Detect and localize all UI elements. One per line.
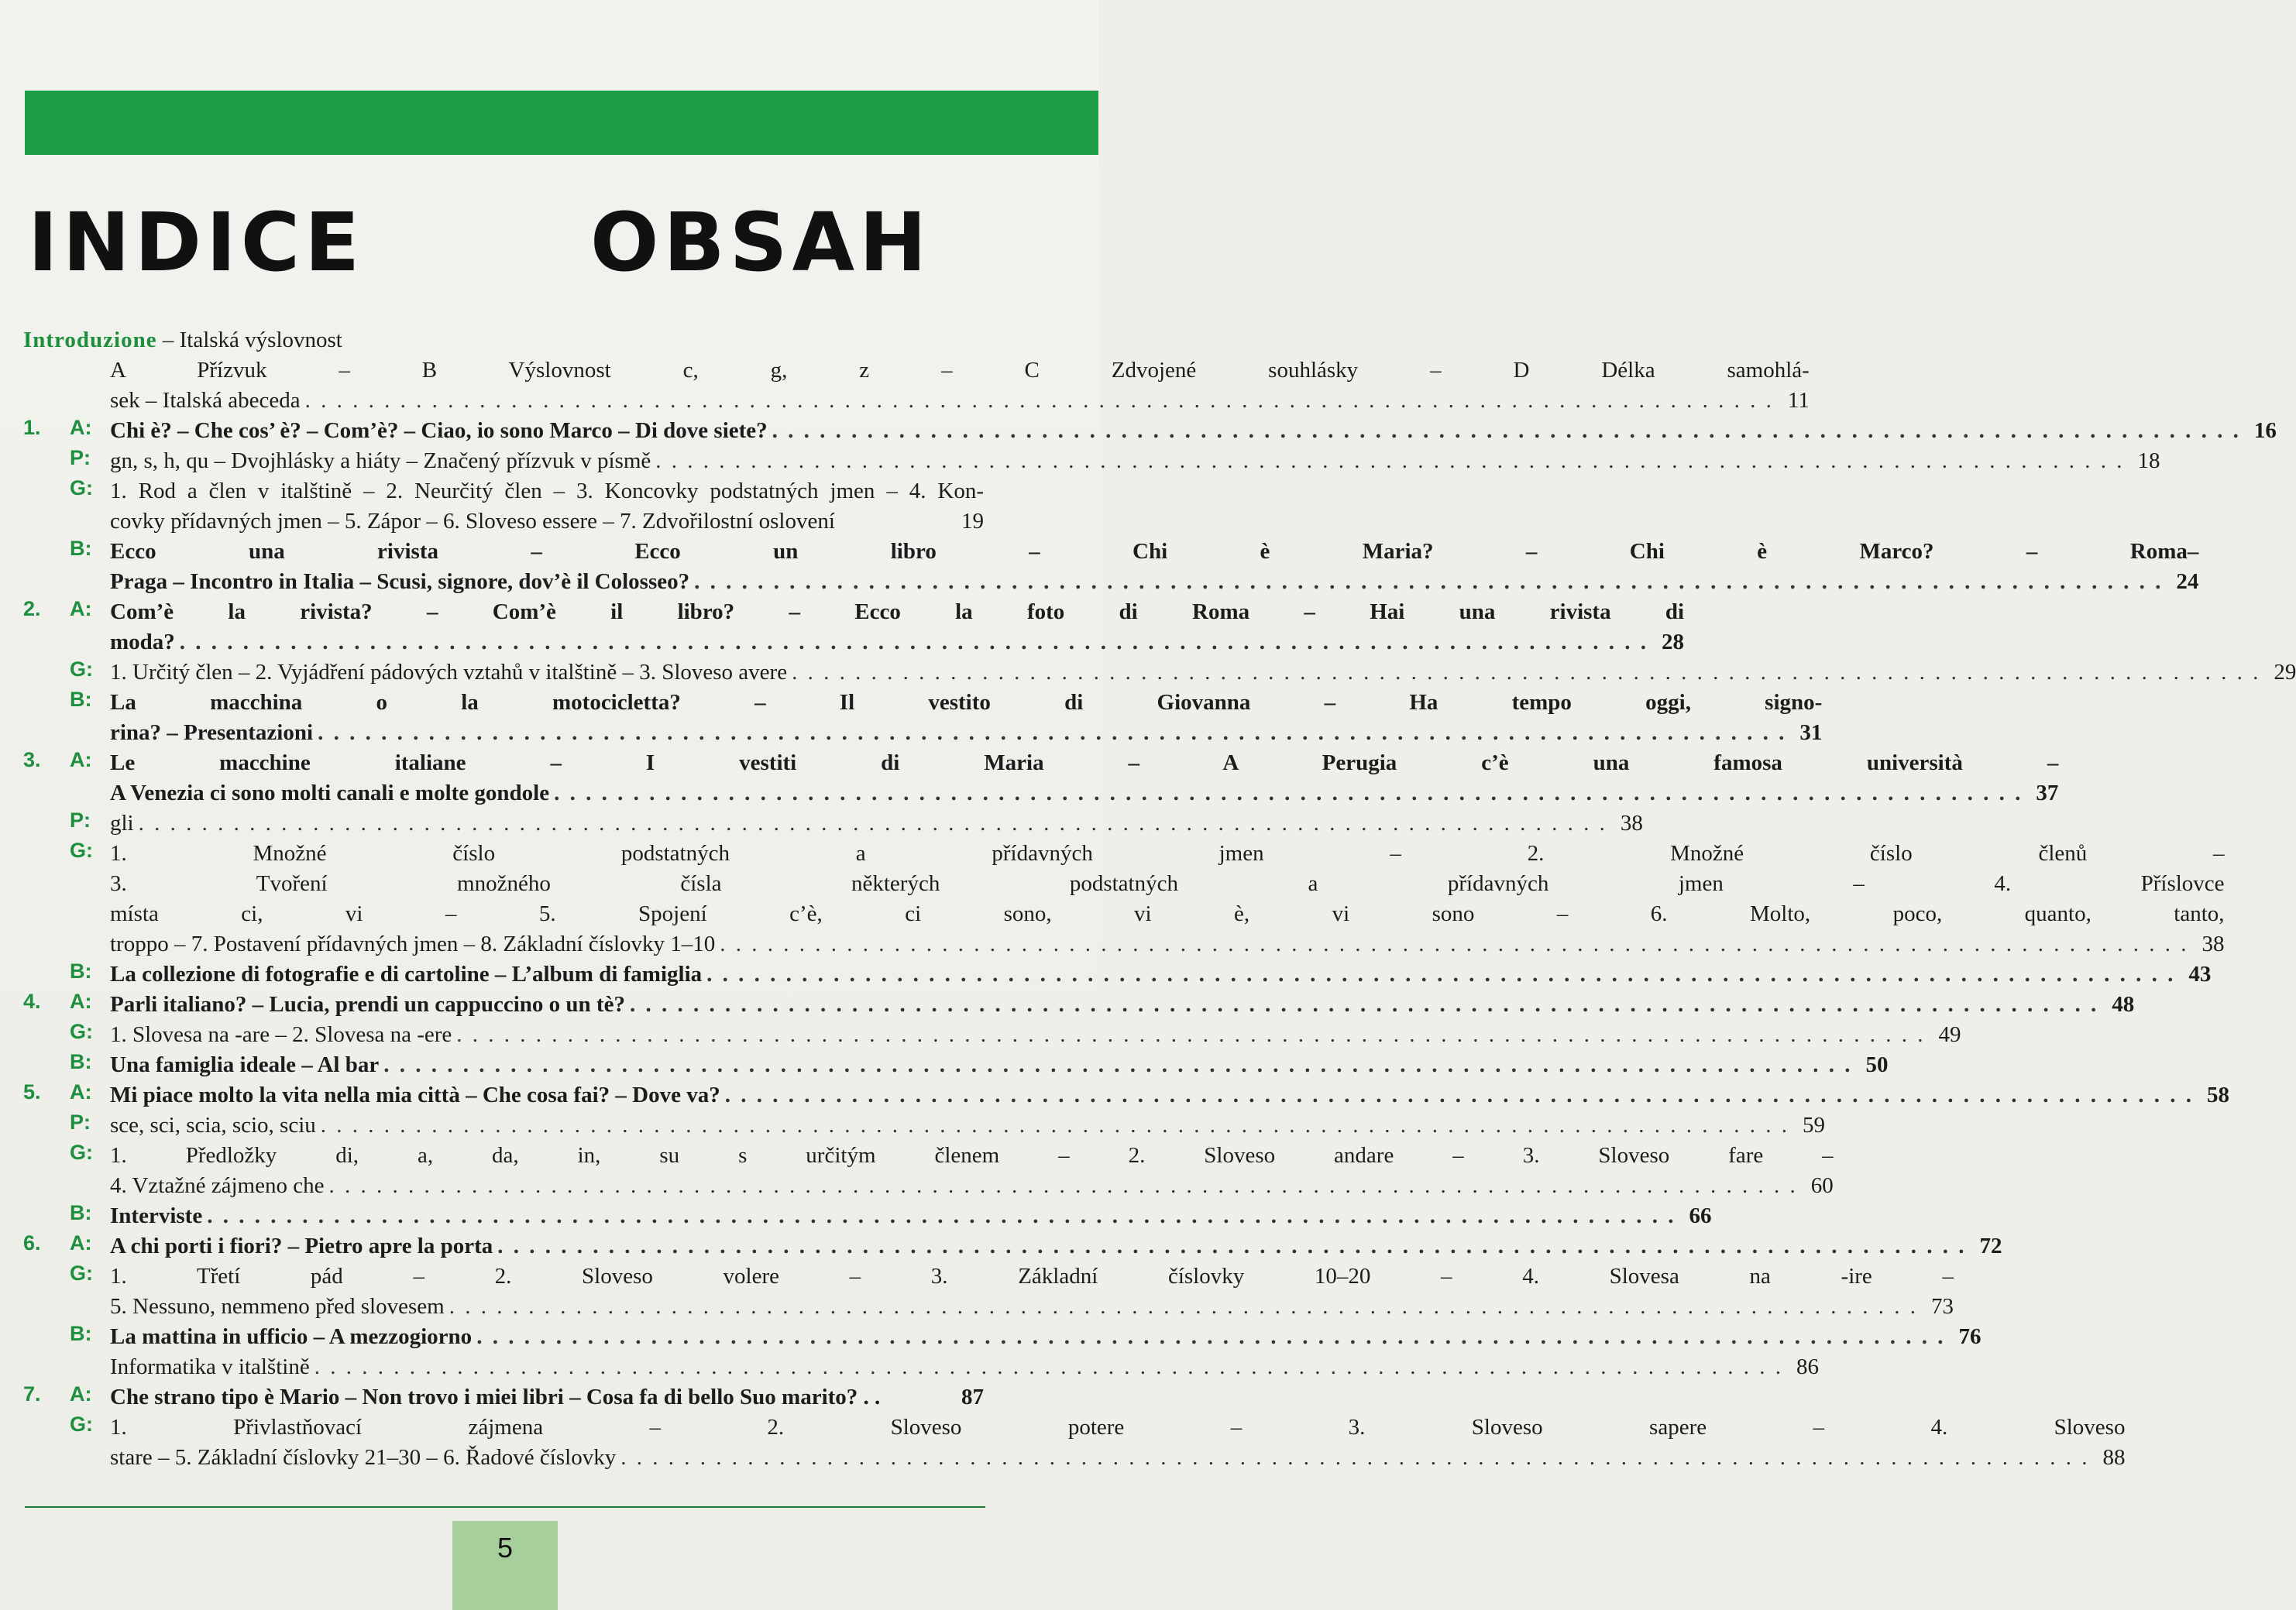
leader-dots: . . . . . . . . . . . . . . . . . . . . . . . . . . . . . . . . . . . . . . . . . . . . . . . . . . . . . . . . . . . . . . . . . . . . . . . . . . . . . . . . . . . . . . . . . . . . . (497, 1234, 1967, 1258)
toc-line-text: Interviste (110, 1203, 203, 1228)
toc-line: 1. Množné číslo podstatných a přídavných jmen – 2. Množné číslo členů – (110, 841, 2225, 866)
leader-dots: . . . . . . . . . . . . . . . . . . . . . . . . . . . . . . . . . . . . . . . . . . . . . . . . . . . . . . . . . . . . . . . . . . . . . . . . . . . . . . . . . . . . . . . . . . . . . (694, 569, 2164, 594)
toc-line (110, 718, 1822, 748)
toc-entry (23, 657, 2296, 688)
toc-entry (23, 959, 2212, 990)
section-letter: P: (70, 808, 91, 832)
toc-line-text: 1. Slovesa na -are – 2. Slovesa na -ere (110, 1022, 452, 1047)
toc-entry-intro-sub (23, 355, 1810, 416)
section-letter: B: (70, 1201, 92, 1224)
toc-entry (23, 688, 1823, 748)
toc-line-text: Informatika v italštině (110, 1354, 310, 1379)
section-letter: A: (70, 748, 92, 771)
leader-dots: . . . . . . . . . . . . . . . . . . . . . . . . . . . . . . . . . . . . . . . . . . . . . . . . . . . . . . . . . . . . . . . . . . . . . . . . . . . . . . . . . . . . . . . . . . . . . (449, 1294, 1918, 1319)
leader-dots: . . . . . . . . . . . . . . . . . . . . . . . . . . . . . . . . . . . . . . . . . . . . . . . . . . . . . . . . . . . . . . . . . . . . . . . . . . . . . . . . . . . . . . . . . . . . . (476, 1324, 1946, 1349)
toc-line (110, 416, 2277, 446)
leader-dots: . . . . . . . . . . . . . . . . . . . . . . . . . . . . . . . . . . . . . . . . . . . . . . . . . . . . . . . . . . . . . . . . . . . . . . . . . . . . . . . . . . . . . . . . . . . . . (724, 1083, 2194, 1107)
toc-line: 3. Tvoření množného čísla některých podstatných a přídavných jmen – 4. Příslovce (110, 871, 2225, 896)
page-ref: 38 (1620, 811, 1643, 836)
toc-line: La macchina o la motocicletta? – Il vestito di Giovanna – Ha tempo oggi, signo- (110, 690, 1823, 715)
toc-line: 1. Přivlastňovací zájmena – 2. Sloveso potere – 3. Sloveso sapere – 4. Sloveso (110, 1415, 2126, 1440)
toc-line (110, 446, 2160, 476)
toc-entry (23, 1262, 1954, 1322)
page-ref: 37 (2036, 781, 2059, 805)
intro-title: – Italská výslovnost (156, 328, 342, 352)
toc-line (110, 1231, 2002, 1262)
toc-entry (23, 1231, 2002, 1262)
section-letter: A: (70, 990, 92, 1013)
toc-line-text: Che strano tipo è Mario – Non trovo i miei libri – Cosa fa di bello Suo marito? . . (110, 1385, 881, 1409)
lesson-number: 4. (23, 990, 41, 1013)
section-letter: G: (70, 1141, 93, 1164)
page-number-box (452, 1521, 558, 1610)
section-letter: P: (70, 446, 91, 469)
leader-dots: . . . . . . . . . . . . . . . . . . . . . . . . . . . . . . . . . . . . . . . . . . . . . . . . . . . . . . . . . . . . . . . . . . . . . . . . . . . . . . . . . . . . . . . . . . . . . (772, 418, 2241, 443)
toc-line: 1. Rod a člen v italštině – 2. Neurčitý člen – 3. Koncovky podstatných jmen – 4. Kon- (110, 479, 984, 503)
toc-line (110, 506, 984, 537)
page-ref: 88 (2102, 1445, 2126, 1470)
toc-entry (23, 1322, 1982, 1352)
toc-entry (23, 1020, 1961, 1050)
toc-line-text: Una famiglia ideale – Al bar (110, 1052, 380, 1077)
toc-line (110, 1352, 1819, 1382)
page-ref: 43 (2188, 962, 2212, 987)
page-ref: 48 (2112, 992, 2135, 1017)
toc-line (110, 567, 2198, 597)
toc-line-text: Chi è? – Che cos’ è? – Com’è? – Ciao, io sono Marco – Di dove siete? (110, 418, 768, 443)
toc-entry (23, 537, 2199, 597)
toc-entry (23, 839, 2225, 959)
toc-entry-intro (23, 325, 984, 355)
section-letter: G: (70, 1020, 93, 1043)
toc-entry (23, 446, 2160, 476)
section-letter: G: (70, 476, 93, 499)
toc-entry (23, 416, 2277, 446)
toc-line-text: La mattina in ufficio – A mezzogiorno (110, 1324, 473, 1349)
section-letter: G: (70, 1413, 93, 1436)
toc-entry (23, 1382, 984, 1413)
title-czech: OBSAH (590, 195, 932, 290)
page-title (28, 195, 932, 290)
page-ref: 87 (961, 1385, 984, 1409)
toc-entry (23, 1080, 2229, 1111)
page-ref: 72 (1979, 1234, 2002, 1258)
leader-dots: . . . . . . . . . . . . . . . . . . . . . . . . . . . . . . . . . . . . . . . . . . . . . . . . . . . . . . . . . . . . . . . . . . . . . . . . . . . . . . . . . . . . . . . . . . . . . (706, 962, 2176, 987)
toc-entry (23, 748, 2059, 808)
leader-dots: . . . . . . . . . . . . . . . . . . . . . . . . . . . . . . . . . . . . . . . . . . . . . . . . . . . . . . . . . . . . . . . . . . . . . . . . . . . . . . . . . . . . . . . . . . . . . (320, 1113, 1790, 1138)
section-letter: B: (70, 688, 92, 711)
toc-line: Le macchine italiane – I vestiti di Maria – A Perugia c’è una famosa università – (110, 750, 2059, 775)
toc-line-text: moda? (110, 630, 175, 654)
toc-line: 1. Předložky di, a, da, in, su s určitým členem – 2. Sloveso andare – 3. Sloveso fare – (110, 1143, 1834, 1168)
section-letter: G: (70, 657, 93, 681)
toc-line (110, 929, 2225, 959)
toc-entry (23, 990, 2135, 1020)
page-ref: 19 (961, 509, 984, 534)
leader-dots: . . . . . . . . . . . . . . . . . . . . . . . . . . . . . . . . . . . . . . . . . . . . . . . . . . . . . . . . . . . . . . . . . . . . . . . . . . . . . . . . . . . . . . . . . . . . . (179, 630, 1649, 654)
section-letter: A: (70, 597, 92, 620)
toc-line (110, 1050, 1888, 1080)
toc-line-text: stare – 5. Základní číslovky 21–30 – 6. Řadové číslovky (110, 1445, 617, 1470)
section-letter: B: (70, 1050, 92, 1073)
toc-entry (23, 476, 984, 537)
lesson-number: 3. (23, 748, 41, 771)
section-letter: G: (70, 1262, 93, 1285)
title-italian: INDICE (28, 195, 365, 290)
leader-dots: . . . . . . . . . . . . . . . . . . . . . . . . . . . . . . . . . . . . . . . . . . . . . . . . . . . . . . . . . . . . . . . . . . . . . . . . . . . . . . . . . . . . . . . . . . . . . (207, 1203, 1676, 1228)
toc-line (110, 959, 2211, 990)
leader-dots (880, 1382, 953, 1413)
page-ref: 16 (2253, 418, 2277, 443)
section-letter: A: (70, 416, 92, 439)
toc-entry (23, 1050, 1889, 1080)
toc-line-text: 4. Vztažné zájmeno che (110, 1173, 325, 1198)
section-letter: B: (70, 537, 92, 560)
page-ref: 24 (2176, 569, 2199, 594)
toc-line: Ecco una rivista – Ecco un libro – Chi è Maria? – Chi è Marco? – Roma– (110, 539, 2199, 564)
page-ref: 58 (2206, 1083, 2229, 1107)
page-ref: 76 (1958, 1324, 1982, 1349)
page-ref: 73 (1930, 1294, 1954, 1319)
leader-dots: . . . . . . . . . . . . . . . . . . . . . . . . . . . . . . . . . . . . . . . . . . . . . . . . . . . . . . . . . . . . . . . . . . . . . . . . . . . . . . . . . . . . . . . . . . . . . (629, 992, 2099, 1017)
leader-dots: . . . . . . . . . . . . . . . . . . . . . . . . . . . . . . . . . . . . . . . . . . . . . . . . . . . . . . . . . . . . . . . . . . . . . . . . . . . . . . . . . . . . . . . . . . . . . (314, 1354, 1783, 1379)
lesson-number: 5. (23, 1080, 41, 1104)
toc-line-text: A chi porti i fiori? – Pietro apre la porta (110, 1234, 493, 1258)
toc-line: 1. Třetí pád – 2. Sloveso volere – 3. Základní číslovky 10–20 – 4. Slovesa na -ire – (110, 1264, 1954, 1289)
leader-dots: . . . . . . . . . . . . . . . . . . . . . . . . . . . . . . . . . . . . . . . . . . . . . . . . . . . . . . . . . . . . . . . . . . . . . . . . . . . . . . . . . . . . . . . . . . . . . (620, 1445, 2090, 1470)
toc-line: A Přízvuk – B Výslovnost c, g, z – C Zdvojené souhlásky – D Délka samohlá- (110, 358, 1810, 383)
toc-line (110, 1443, 2125, 1473)
page-ref: 66 (1689, 1203, 1712, 1228)
leader-dots: . . . . . . . . . . . . . . . . . . . . . . . . . . . . . . . . . . . . . . . . . . . . . . . . . . . . . . . . . . . . . . . . . . . . . . . . . . . . . . . . . . . . . . . . . . . . . (138, 811, 1607, 836)
toc-line: místa ci, vi – 5. Spojení c’è, ci sono, vi è, vi sono – 6. Molto, poco, quanto, tanto, (110, 901, 2225, 926)
section-letter: A: (70, 1231, 92, 1255)
section-letter: P: (70, 1111, 91, 1134)
toc-line (110, 1322, 1981, 1352)
toc-line (110, 1171, 1834, 1201)
toc-line-text: covky přídavných jmen – 5. Zápor – 6. Sloveso essere – 7. Zdvořilostní oslovení (110, 509, 835, 534)
intro-label: Introduzione (23, 328, 157, 352)
lesson-number: 2. (23, 597, 41, 620)
lesson-number: 6. (23, 1231, 41, 1255)
leader-dots: . . . . . . . . . . . . . . . . . . . . . . . . . . . . . . . . . . . . . . . . . . . . . . . . . . . . . . . . . . . . . . . . . . . . . . . . . . . . . . . . . . . . . . . . . . . . . (655, 448, 2125, 473)
header-green-bar (25, 91, 1098, 155)
leader-dots: . . . . . . . . . . . . . . . . . . . . . . . . . . . . . . . . . . . . . . . . . . . . . . . . . . . . . . . . . . . . . . . . . . . . . . . . . . . . . . . . . . . . . . . . . . . . . (720, 932, 2189, 956)
toc-line (110, 1111, 1825, 1141)
leader-dots: . . . . . . . . . . . . . . . . . . . . . . . . . . . . . . . . . . . . . . . . . . . . . . . . . . . . . . . . . . . . . . . . . . . . . . . . . . . . . . . . . . . . . . . . . . . . . (383, 1052, 1853, 1077)
toc-line (110, 1382, 984, 1413)
leader-dots: . . . . . . . . . . . . . . . . . . . . . . . . . . . . . . . . . . . . . . . . . . . . . . . . . . . . . . . . . . . . . . . . . . . . . . . . . . . . . . . . . . . . . . . . . . . . . (554, 781, 2023, 805)
toc-line (110, 1020, 1961, 1050)
leader-dots: . . . . . . . . . . . . . . . . . . . . . . . . . . . . . . . . . . . . . . . . . . . . . . . . . . . . . . . . . . . . . . . . . . . . . . . . . . . . . . . . . . . . . . . . . . . . . (318, 720, 1787, 745)
toc-entry (23, 808, 1643, 839)
page-ref: 50 (1865, 1052, 1889, 1077)
section-letter: B: (70, 959, 92, 983)
toc-entry (23, 1201, 1712, 1231)
toc-line-text: sce, sci, scia, scio, sciu (110, 1113, 316, 1138)
table-of-contents (23, 325, 2296, 1473)
page-ref: 11 (1787, 388, 1810, 413)
toc-line-text: sek – Italská abeceda (110, 388, 301, 413)
toc-line (110, 778, 2058, 808)
toc-line (110, 1292, 1954, 1322)
toc-line (110, 386, 1810, 416)
toc-line (110, 1080, 2229, 1111)
section-letter: B: (70, 1322, 92, 1345)
toc-line-text: troppo – 7. Postavení přídavných jmen – 8. Základní číslovky 1–10 (110, 932, 716, 956)
toc-line-text: 5. Nessuno, nemmeno před slovesem (110, 1294, 445, 1319)
toc-line-text: Parli italiano? – Lucia, prendi un cappuccino o un tè? (110, 992, 625, 1017)
toc-entry (23, 1141, 1834, 1201)
toc-line-text: A Venezia ci sono molti canali e molte gondole (110, 781, 550, 805)
toc-entry (23, 597, 1685, 657)
toc-line-text: Praga – Incontro in Italia – Scusi, signore, dov’è il Colosseo? (110, 569, 690, 594)
toc-line (110, 1201, 1711, 1231)
page-ref: 28 (1662, 630, 1685, 654)
page-ref: 29 (2274, 660, 2296, 685)
lesson-number: 7. (23, 1382, 41, 1406)
leader-dots: . . . . . . . . . . . . . . . . . . . . . . . . . . . . . . . . . . . . . . . . . . . . . . . . . . . . . . . . . . . . . . . . . . . . . . . . . . . . . . . . . . . . . . . . . . . . . (328, 1173, 1798, 1198)
leader-dots: . . . . . . . . . . . . . . . . . . . . . . . . . . . . . . . . . . . . . . . . . . . . . . . . . . . . . . . . . . . . . . . . . . . . . . . . . . . . . . . . . . . . . . . . . . . . . (456, 1022, 1926, 1047)
toc-line-text: gn, s, h, qu – Dvojhlásky a hiáty – Značený přízvuk v písmě (110, 448, 651, 473)
section-letter: G: (70, 839, 93, 862)
page-ref: 86 (1796, 1354, 1819, 1379)
leader-dots: . . . . . . . . . . . . . . . . . . . . . . . . . . . . . . . . . . . . . . . . . . . . . . . . . . . . . . . . . . . . . . . . . . . . . . . . . . . . . . . . . . . . . . . . . . . . . (304, 388, 1774, 413)
section-letter: A: (70, 1080, 92, 1104)
leader-dots: . . . . . . . . . . . . . . . . . . . . . . . . . . . . . . . . . . . . . . . . . . . . . . . . . . . . . . . . . . . . . . . . . . . . . . . . . . . . . . . . . . . . . . . . . . . . . (792, 660, 2261, 685)
toc-entry (23, 1413, 2126, 1473)
page-ref: 60 (1810, 1173, 1834, 1198)
toc-line-text: La collezione di fotografie e di cartoline – L’album di famiglia (110, 962, 703, 987)
page-ref: 38 (2201, 932, 2225, 956)
toc-line (110, 627, 1684, 657)
leader-dots (835, 506, 953, 537)
page-ref: 18 (2137, 448, 2160, 473)
toc-line (110, 808, 1643, 839)
section-letter: A: (70, 1382, 92, 1406)
toc-line-text: rina? – Presentazioni (110, 720, 314, 745)
toc-line (110, 657, 2296, 688)
page-ref: 59 (1803, 1113, 1826, 1138)
toc-line-text: Mi piace molto la vita nella mia città – Che cosa fai? – Dove va? (110, 1083, 720, 1107)
page-number: 5 (497, 1532, 514, 1564)
lesson-number: 1. (23, 416, 41, 439)
toc-entry (23, 1111, 1826, 1141)
footer-rule (25, 1506, 985, 1508)
page-ref: 49 (1938, 1022, 1961, 1047)
toc-line-text: 1. Určitý člen – 2. Vyjádření pádových vztahů v italštině – 3. Sloveso avere (110, 660, 788, 685)
toc-line: Com’è la rivista? – Com’è il libro? – Ecco la foto di Roma – Hai una rivista di (110, 599, 1685, 624)
toc-line (110, 990, 2134, 1020)
toc-entry (23, 1352, 1819, 1382)
page-ref: 31 (1799, 720, 1823, 745)
toc-line-text: gli (110, 811, 134, 836)
